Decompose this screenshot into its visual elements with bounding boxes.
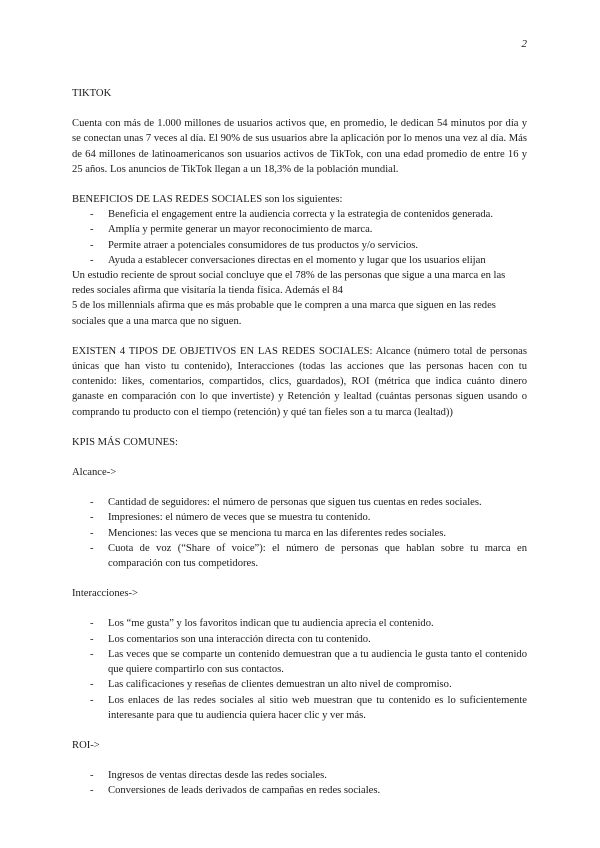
list-item: - Impresiones: el número de veces que se muestra tu contenido.: [72, 510, 527, 525]
alcance-label: Alcance->: [72, 467, 117, 479]
list-item: - Permite atraer a potenciales consumidores de tus productos y/o servicios.: [72, 238, 527, 253]
tiktok-heading: TIKTOK: [72, 88, 112, 99]
list-item: - Conversiones de leads derivados de campañas en redes sociales.: [72, 783, 527, 798]
interacciones-label: Interacciones->: [72, 588, 138, 600]
tiktok-paragraph: Cuenta con más de 1.000 millones de usuarios activos que, en promedio, le dedican 54 minutos por día y se conectan unas 7 veces al día. El 90% de sus usuarios abre la aplicación por lo menos una vez al día. Más de 64 millones de latinoamericanos son usuarios activos de TikTok, con una edad promedio de entre 16 y 25 años. Los anuncios de TikTok llegan a un 18,3% de la población mundial.: [72, 118, 527, 175]
list-item: - Las veces que se comparte un contenido demuestran que a tu audiencia le gusta tanto el contenido que quiere compartirlo con sus contactos.: [72, 647, 527, 677]
benefits-heading-suffix: son los siguientes:: [262, 194, 343, 206]
benefits-heading: BENEFICIOS DE LAS REDES SOCIALES: [72, 194, 263, 206]
list-item: - Menciones: las veces que se menciona tu marca en las diferentes redes sociales.: [72, 526, 527, 541]
list-item: - Ingresos de ventas directas desde las redes sociales.: [72, 768, 527, 783]
list-item: - Ayuda a establecer conversaciones directas en el momento y lugar que los usuarios elijan: [72, 253, 527, 268]
roi-label: ROI->: [72, 739, 100, 751]
alcance-list: [72, 495, 527, 571]
list-item: - Amplía y permite generar un mayor reconocimiento de marca.: [72, 222, 527, 237]
list-item: - Los enlaces de las redes sociales al sitio web muestran que tu contenido es lo suficientemente interesante para que tu audiencia quiera hacer clic y ver más.: [72, 693, 527, 723]
document-body: [72, 86, 527, 799]
objectives-paragraph: [72, 344, 527, 420]
benefits-heading-line: [72, 192, 527, 207]
objectives-heading: EXISTEN 4 TIPOS DE OBJETIVOS EN LAS REDES SOCIALES:: [72, 345, 373, 357]
page-number: 2: [521, 38, 527, 50]
benefits-note-continued: 5 de los millennials afirma que es más probable que le compren a una marca que siguen en las redes sociales que a una marca que no siguen.: [72, 300, 496, 327]
roi-list: [72, 768, 527, 798]
benefits-list: [72, 207, 527, 268]
list-item: - Cantidad de seguidores: el número de personas que siguen tus cuentas en redes sociales.: [72, 495, 527, 510]
list-item: - Beneficia el engagement entre la audiencia correcta y la estrategia de contenidos generada.: [72, 207, 527, 222]
list-item: - Los comentarios son una interacción directa con tu contenido.: [72, 632, 527, 647]
list-item: - Cuota de voz (“Share of voice”): el número de personas que hablan sobre tu marca en comparación con tus competidores.: [72, 541, 527, 571]
list-item: - Las calificaciones y reseñas de clientes demuestran un alto nivel de compromiso.: [72, 677, 527, 692]
benefits-note: Un estudio reciente de sprout social concluye que el 78% de las personas que sigue a una marca en las redes sociales afirma que visitaría la tienda física. Además el 84: [72, 270, 506, 297]
objectives-text: Alcance (número total de personas únicas que han visto tu contenido), Interacciones (todas las acciones que las personas hacen con tu contenido: likes, comentarios, compartidos, clics, guardados), ROI (métrica que indica cuánto dinero ganaste en comparación con lo que invertiste) y Retención y lealtad (cuántas personas siguen usando o comprando tu producto con el tiempo (retención) y qué tan fieles son a tu marca (lealtad)): [72, 345, 528, 418]
interacciones-list: [72, 616, 527, 722]
list-item: - Los “me gusta” y los favoritos indican que tu audiencia aprecia el contenido.: [72, 616, 527, 631]
kpis-heading: KPIS MÁS COMUNES:: [72, 436, 178, 448]
